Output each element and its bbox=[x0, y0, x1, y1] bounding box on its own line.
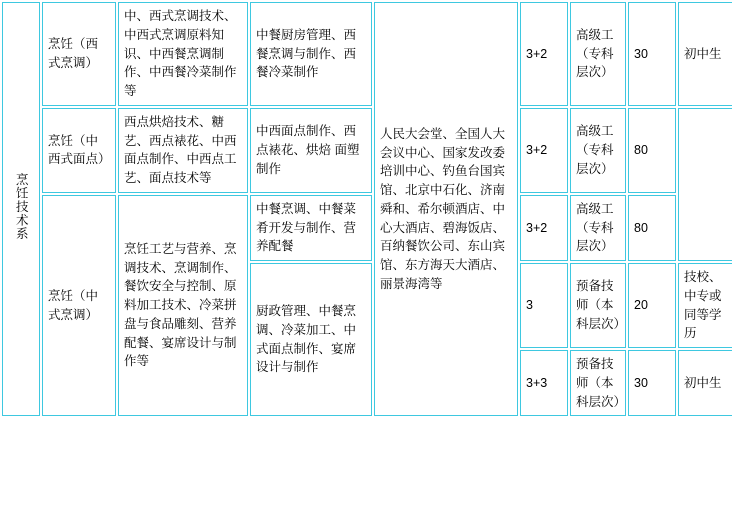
level-cell: 高级工（专科层次） bbox=[570, 2, 626, 106]
number-cell: 80 bbox=[628, 195, 676, 261]
direction-cell: 中餐厨房管理、西餐烹调与制作、西餐冷菜制作 bbox=[250, 2, 372, 106]
direction-cell: 厨政管理、中餐烹调、冷菜加工、中式面点制作、宴席设计与制作 bbox=[250, 263, 372, 416]
system-label: 烹饪技术系 bbox=[14, 172, 29, 240]
number-cell: 30 bbox=[628, 2, 676, 106]
schooling-cell: 3+3 bbox=[520, 350, 568, 416]
education-cell: 初中生 bbox=[678, 2, 732, 106]
number-cell: 30 bbox=[628, 350, 676, 416]
schooling-cell: 3+2 bbox=[520, 2, 568, 106]
direction-cell: 中餐烹调、中餐菜肴开发与制作、营养配餐 bbox=[250, 195, 372, 261]
core-courses-cell: 中、西式烹调技术、中西式烹调原料知识、中西餐烹调制作、中西餐冷菜制作等 bbox=[118, 2, 248, 106]
level-cell: 预备技师（本科层次） bbox=[570, 350, 626, 416]
table-row bbox=[2, 2, 732, 106]
major-cell: 烹饪（中西式面点） bbox=[42, 108, 116, 193]
core-courses-cell: 西点烘焙技术、糖艺、西点裱花、中西面点制作、中西点工艺、面点技术等 bbox=[118, 108, 248, 193]
education-cell bbox=[678, 108, 732, 261]
core-courses-cell: 烹饪工艺与营养、烹调技术、烹调制作、餐饮安全与控制、原料加工技术、冷菜拼盘与食品雕刻、营养配餐、宴席设计与制作等 bbox=[118, 195, 248, 417]
number-cell: 80 bbox=[628, 108, 676, 193]
number-cell: 20 bbox=[628, 263, 676, 348]
schooling-cell: 3+2 bbox=[520, 108, 568, 193]
education-cell: 技校、中专或同等学历 bbox=[678, 263, 732, 348]
employment-cell: 人民大会堂、全国人大会议中心、国家发改委培训中心、钓鱼台国宾馆、北京中石化、济南舜和、希尔顿酒店、中心大酒店、碧海饭店、百纳餐饮公司、东山宾馆、东方海天大酒店、丽景海湾等 bbox=[374, 2, 518, 416]
table-row bbox=[2, 108, 732, 193]
system-cell bbox=[2, 2, 40, 416]
level-cell: 高级工（专科层次） bbox=[570, 108, 626, 193]
major-cell: 烹饪（西式烹调） bbox=[42, 2, 116, 106]
table-row bbox=[2, 195, 732, 261]
education-cell: 初中生 bbox=[678, 350, 732, 416]
level-cell: 高级工（专科层次） bbox=[570, 195, 626, 261]
major-cell: 烹饪（中式烹调） bbox=[42, 195, 116, 417]
schooling-cell: 3+2 bbox=[520, 195, 568, 261]
schooling-cell: 3 bbox=[520, 263, 568, 348]
level-cell: 预备技师（本科层次） bbox=[570, 263, 626, 348]
direction-cell: 中西面点制作、西点裱花、烘焙 面塑制作 bbox=[250, 108, 372, 193]
